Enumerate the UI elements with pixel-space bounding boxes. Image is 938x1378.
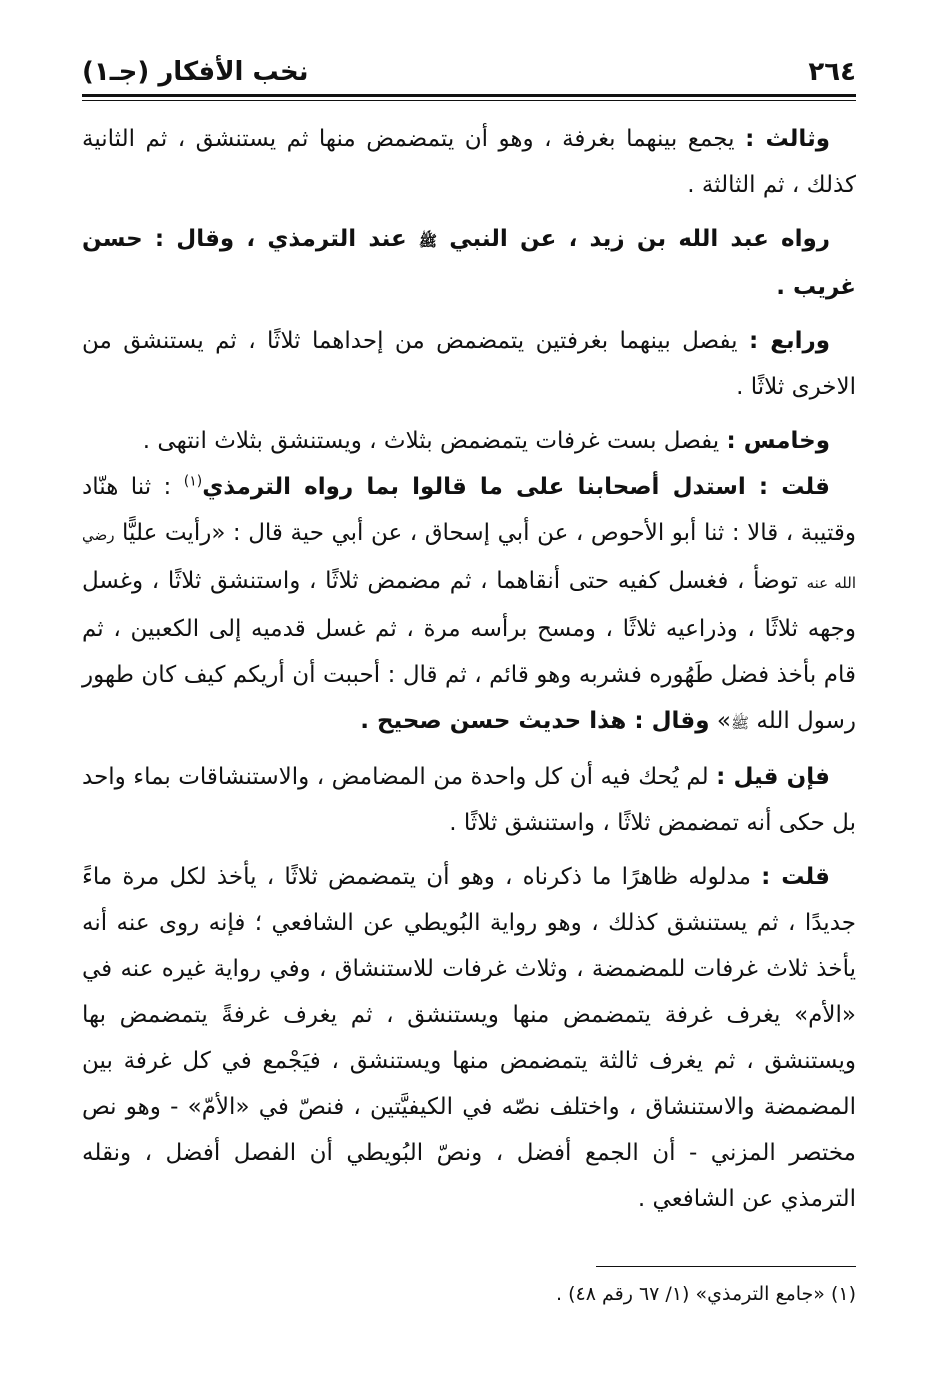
footnote: (١) «جامع الترمذي» (١/ ٦٧ رقم ٤٨) . — [556, 1283, 856, 1305]
paragraph-objection — [82, 754, 856, 846]
paragraph-text: يجمع بينهما بغرفة ، وهو أن يتمضمض منها ثم يستنشق ، ثم الثانية كذلك ، ثم الثالثة . — [82, 126, 856, 198]
honorific-glyph: ﷺ — [418, 232, 438, 250]
running-title: نخب الأفكار (جـ١) — [82, 57, 309, 87]
honorific-glyph: ﷺ — [730, 714, 750, 732]
header-rule-thick — [82, 94, 856, 97]
paragraph-text: : ثنا هنّاد وقتيبة ، قالا : ثنا أبو الأحوص ، عن أبي إسحاق ، عن أبي حية قال : «رأيت عليًّا — [82, 474, 856, 546]
hadith-grading: وقال : هذا حديث حسن صحيح . — [360, 708, 710, 734]
paragraph-lead: ورابع : — [748, 328, 830, 354]
paragraph-narration — [82, 216, 856, 310]
paragraph-text: يفصل بست غرفات يتمضمض بثلاث ، ويستنشق بثلاث انتهى . — [142, 428, 727, 454]
header-rule-thin — [82, 100, 856, 101]
paragraph-lead: قلت : — [761, 864, 830, 890]
paragraph-third-method — [82, 116, 856, 208]
paragraph-lead: قلت : استدل أصحابنا على ما قالوا بما رواه الترمذي — [202, 474, 830, 500]
page-number: ٢٦٤ — [808, 57, 856, 87]
paragraph-fourth-method — [82, 318, 856, 410]
paragraph-text: » — [709, 708, 731, 734]
page-header — [82, 52, 856, 96]
footnote-separator — [596, 1266, 856, 1267]
footnote-marker: (١) — [183, 473, 203, 490]
honorific-glyph: رضي الله عنه — [82, 526, 856, 592]
paragraph-text: يفصل بينهما بغرفتين يتمضمض من إحداهما ثلاثًا ، ثم يستنشق من الاخرى ثلاثًا . — [82, 328, 856, 400]
main-text — [82, 116, 856, 1230]
paragraph-text: مدلوله ظاهرًا ما ذكرناه ، وهو أن يتمضمض ثلاثًا ، يأخذ لكل مرة ماءً جديدًا ، ثم يستنشق كذلك ، وهو رواية البُويطي عن الشافعي ؛ فإنه روى عنه أنه يأخذ ثلاث غرفات للمضمضة ، وثلاث غرفات للاستنشاق ، وفي رواية غيره عنه في «الأم» يغرف غرفة يتمضمض منها ويستنشق ، ثم يغرف غرفةً يتمضمض بها ويستنشق ، ثم يغرف ثالثة يتمضمض منها ويستنشق ، فيَجْمع في كل غرفة بين المضمضة والاستنشاق ، واختلف نصّه في الكيفيَّتين ، فنصّ في «الأمّ» - وهو نص مختصر المزني - أن الجمع أفضل ، ونصّ البُويطي أن الفصل أفضل ، ونقله الترمذي عن الشافعي . — [82, 864, 856, 1212]
paragraph-reply — [82, 854, 856, 1222]
paragraph-lead: وخامس : — [726, 428, 830, 454]
paragraph-text: توضأ ، فغسل كفيه حتى أنقاهما ، ثم مضمض ثلاثًا ، واستنشق ثلاثًا ، وغسل وجهه ثلاثًا ، وذراعيه ثلاثًا ، ومسح برأسه مرة ، ثم غسل قدميه إلى الكعبين ، ثم قام بأخذ فضل طَهُوره فشربه وهو قائم ، ثم قال : أحببت أن أريكم كيف كان طهور رسول الله — [82, 568, 856, 734]
paragraph-text: لم يُحك فيه أن كل واحدة من المضامض ، والاستنشاقات بماء واحد بل حكى أنه تمضمض ثلاثًا ، واستنشق ثلاثًا . — [82, 764, 856, 836]
paragraph-hadith — [82, 464, 856, 746]
paragraph-lead: وثالث : — [745, 126, 831, 152]
paragraph-lead: فإن قيل : — [716, 764, 830, 790]
paragraph-text: رواه عبد الله بن زيد ، عن النبي — [437, 226, 830, 252]
paragraph-fifth-method — [82, 418, 856, 464]
paragraph-text: عند الترمذي ، وقال : حسن غريب . — [82, 226, 856, 300]
